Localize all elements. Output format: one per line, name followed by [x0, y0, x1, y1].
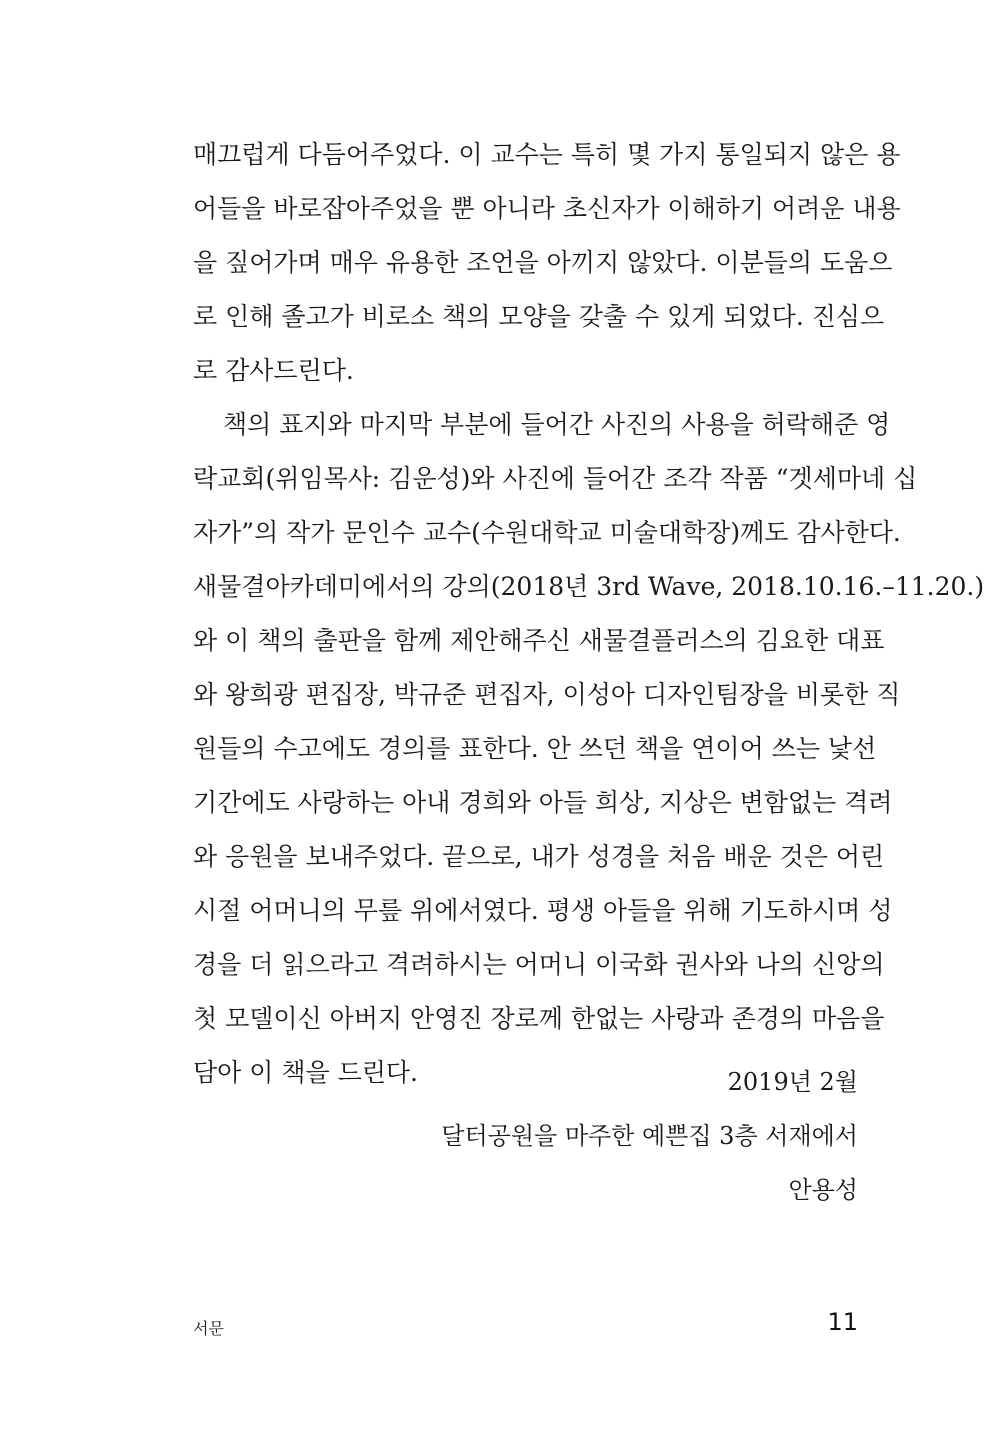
body-line: 원들의 수고에도 경의를 표한다. 안 쓰던 책을 연이어 쓰는 낯선 — [193, 734, 877, 763]
body-line: 시절 어머니의 무릎 위에서였다. 평생 아들을 위해 기도하시며 성 — [193, 896, 893, 925]
body-line: 와 이 책의 출판을 함께 제안해주신 새물결플러스의 김요한 대표 — [193, 626, 885, 655]
body-line: 어들을 바로잡아주었을 뿐 아니라 초신자가 이해하기 어려운 내용 — [193, 194, 901, 223]
signature-place: 달터공원을 마주한 예쁜집 3층 서재에서 — [441, 1122, 858, 1150]
body-line: 자가”의 작가 문인수 교수(수원대학교 미술대학장)께도 감사한다. — [193, 518, 901, 547]
body-line: 와 왕희광 편집장, 박규준 편집자, 이성아 디자인팀장을 비롯한 직 — [193, 680, 901, 709]
body-line: 을 짚어가며 매우 유용한 조언을 아끼지 않았다. 이분들의 도움으 — [193, 248, 893, 277]
signature-author: 안용성 — [788, 1176, 858, 1204]
body-line: 와 응원을 보내주었다. 끝으로, 내가 성경을 처음 배운 것은 어린 — [193, 842, 885, 871]
body-line: 새물결아카데미에서의 강의(2018년 3rd Wave, 2018.10.16.–11.20.) — [193, 572, 985, 601]
body-line: 책의 표지와 마지막 부분에 들어간 사진의 사용을 허락해준 영 — [223, 410, 891, 439]
body-line: 경을 더 읽으라고 격려하시는 어머니 이국화 권사와 나의 신앙의 — [193, 950, 885, 979]
page-number: 11 — [827, 1308, 858, 1336]
body-line: 매끄럽게 다듬어주었다. 이 교수는 특히 몇 가지 통일되지 않은 용 — [193, 140, 901, 169]
body-line: 로 감사드린다. — [193, 356, 354, 385]
body-line: 기간에도 사랑하는 아내 경희와 아들 희상, 지상은 변함없는 격려 — [193, 788, 893, 817]
body-line: 로 인해 졸고가 비로소 책의 모양을 갖출 수 있게 되었다. 진심으 — [193, 302, 885, 331]
section-label: 서문 — [193, 1319, 224, 1338]
body-line: 락교회(위임목사: 김운성)와 사진에 들어간 조각 작품 “겟세마네 십 — [193, 464, 918, 493]
preface-body — [193, 128, 985, 1100]
signature-date: 2019년 2월 — [727, 1068, 858, 1096]
body-line: 담아 이 책을 드린다. — [193, 1058, 418, 1087]
body-line: 첫 모델이신 아버지 안영진 장로께 한없는 사랑과 존경의 마음을 — [193, 1004, 885, 1033]
